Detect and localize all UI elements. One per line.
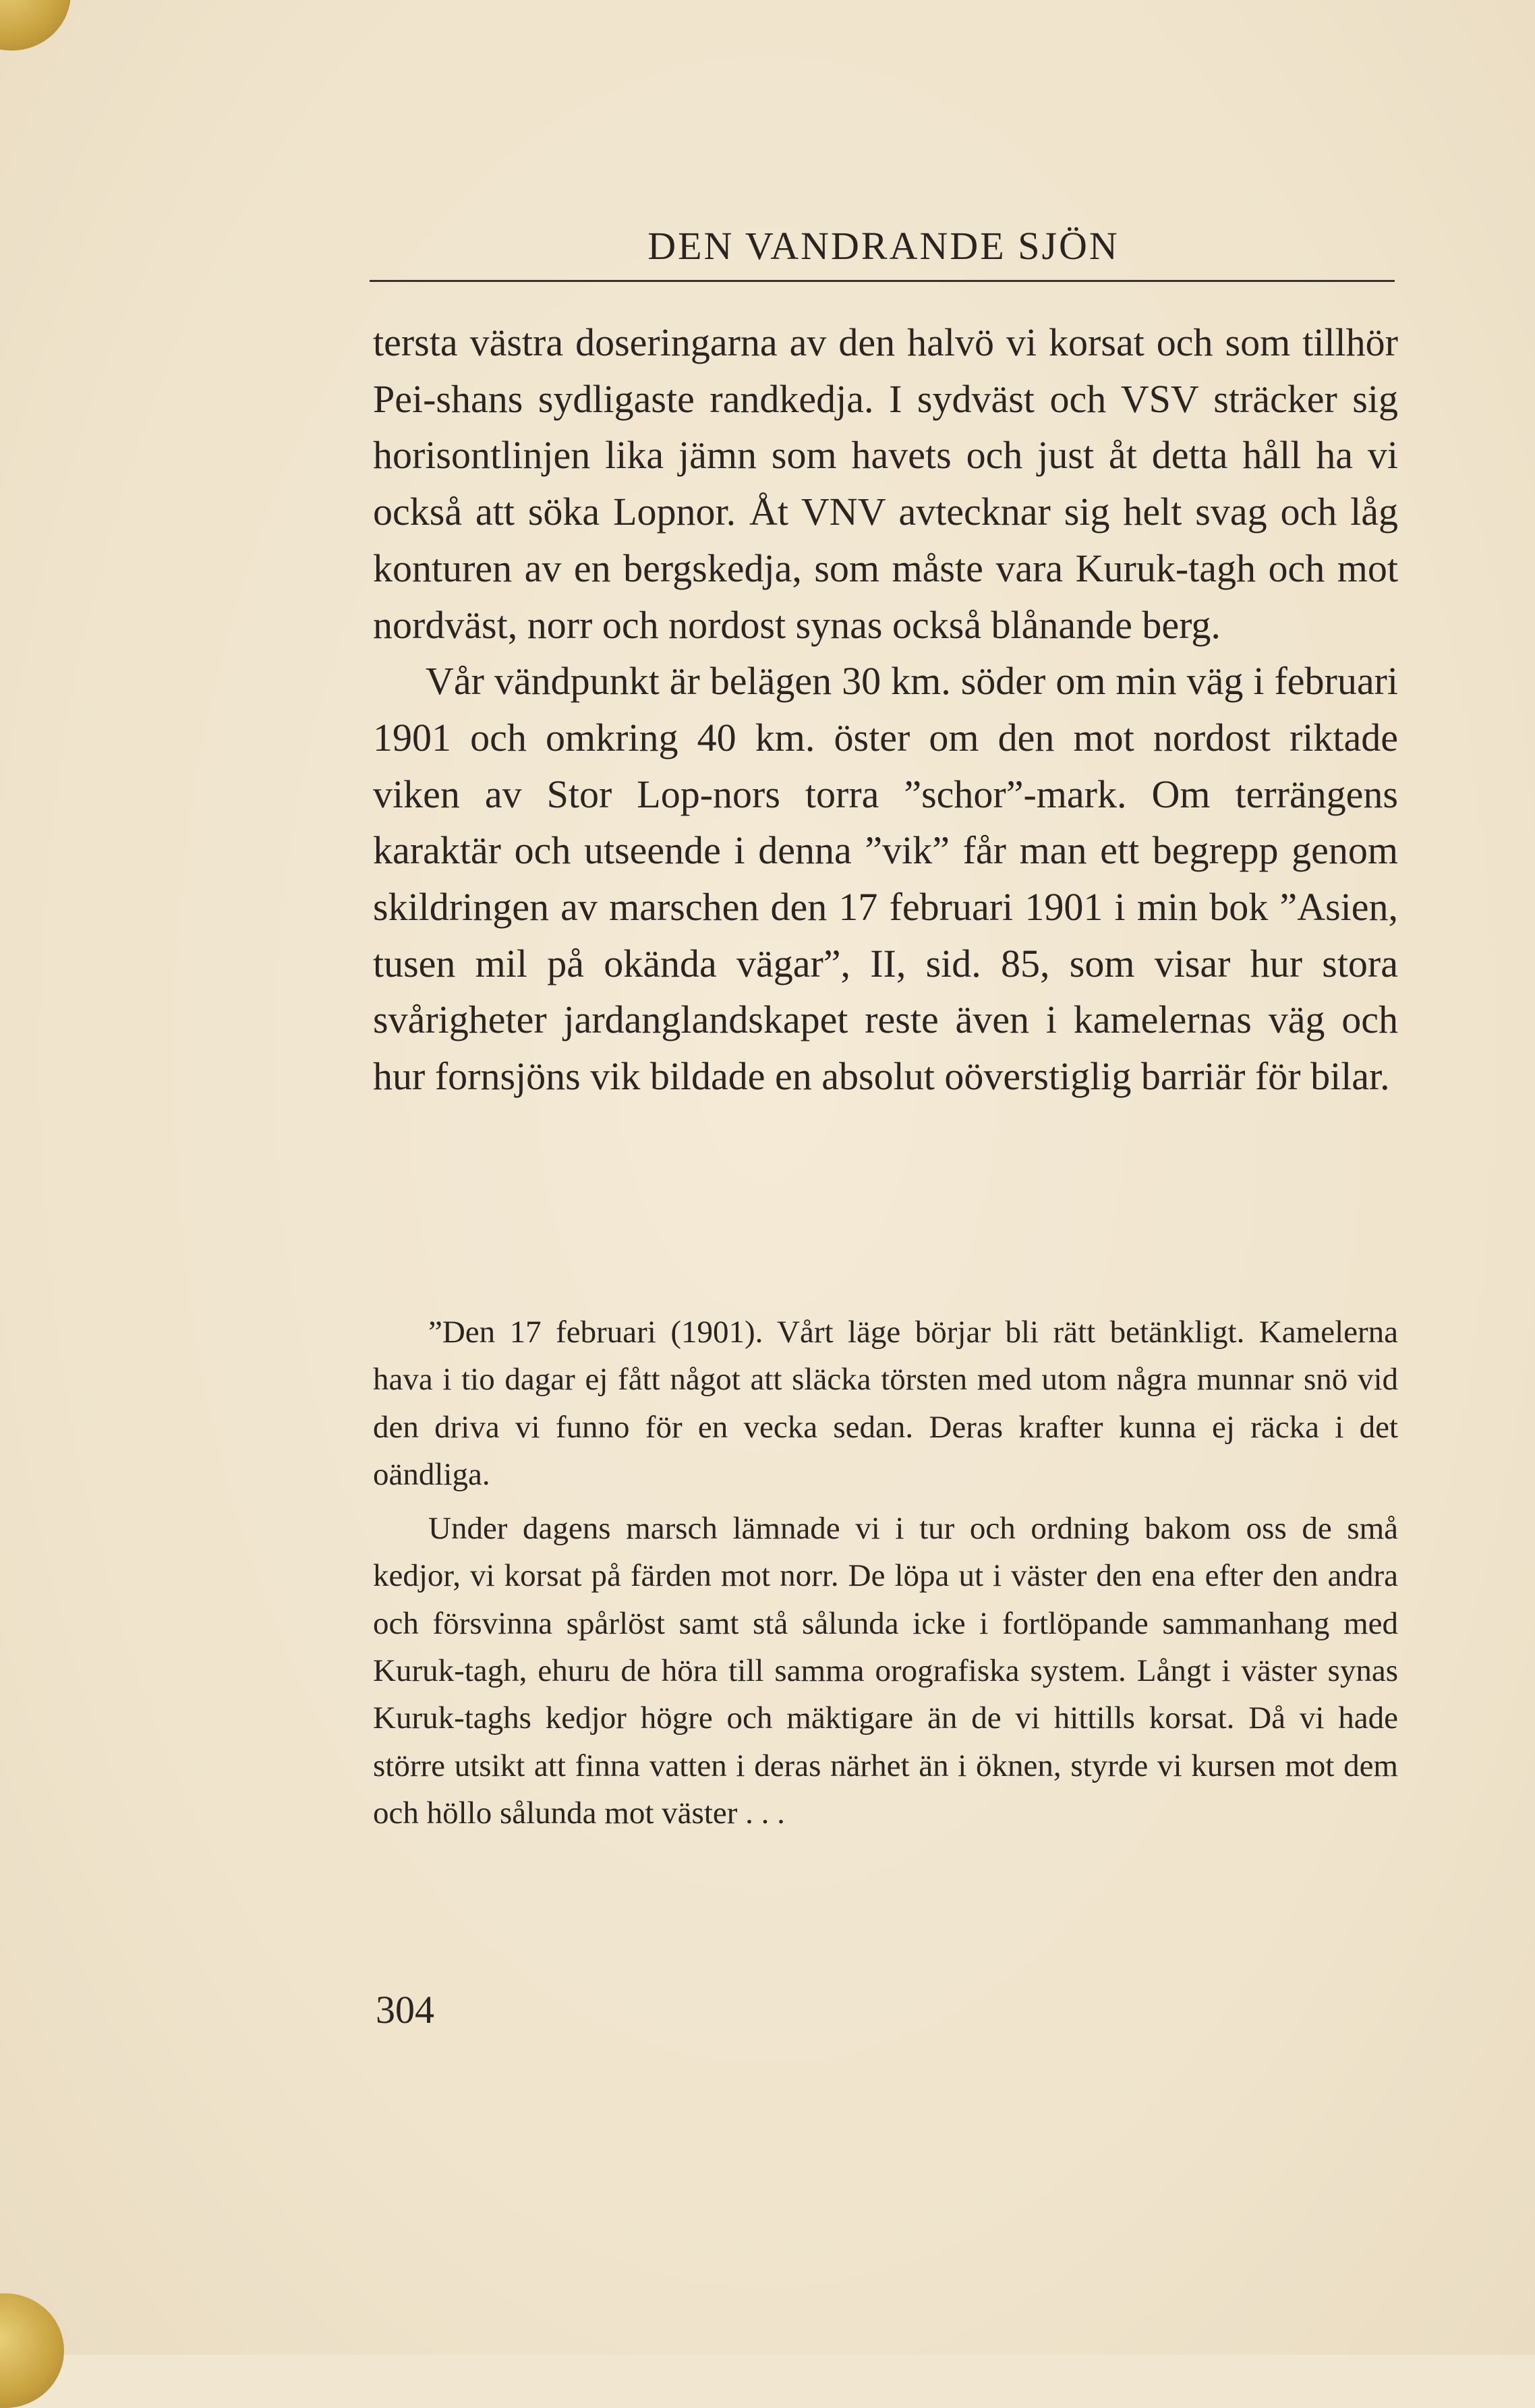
quote-paragraph: ”Den 17 februari (1901). Vårt läge börjar bli rätt betänkligt. Kamelerna hava i tio dagar ej fått något att släcka törsten med utom några munnar snö vid den driva vi funno för en vecka sedan. Deras krafter kunna ej räcka i det oändliga.	[373, 1315, 1398, 1492]
header-rule	[370, 280, 1395, 282]
main-text	[373, 314, 1398, 1105]
body-paragraph: tersta västra doseringarna av den halvö vi korsat och som tillhör Pei-shans sydligaste randkedja. I sydväst och VSV sträcker sig horisontlinjen lika jämn som havets och just åt detta håll ha vi också att söka Lopnor. Åt VNV avtecknar sig helt svag och låg konturen av en bergskedja, som måste vara Kuruk-tagh och mot nordväst, norr och nordost synas också blånande berg.	[373, 320, 1398, 647]
body-paragraph: Vår vändpunkt är belägen 30 km. söder om min väg i februari 1901 och omkring 40 km. öster om den mot nordost riktade viken av Stor Lop-nors torra ”schor”-mark. Om terrängens karaktär och utseende i denna ”vik” får man ett begrepp genom skildringen av marschen den 17 februari 1901 i min bok ”Asien, tusen mil på okända vägar”, II, sid. 85, som visar hur stora svårigheter jardanglandskapet reste även i kamelernas väg och hur fornsjöns vik bildade en absolut oöverstiglig barriär för bilar.	[373, 659, 1398, 1099]
block-quote	[373, 1309, 1398, 1837]
page-number: 304	[376, 1988, 434, 2032]
page-tab-marker	[0, 0, 71, 51]
quote-paragraph: Under dagens marsch lämnade vi i tur och ordning bakom oss de små kedjor, vi korsat på färden mot norr. De löpa ut i väster den ena efter den andra och försvinna spårlöst samt stå sålunda icke i fortlöpande sammanhang med Kuruk-tagh, ehuru de höra till samma orografiska system. Långt i väster synas Kuruk-taghs kedjor högre och mäktigare än de vi hittills korsat. Då vi hade större utsikt att finna vatten i deras närhet än i öknen, styrde vi kursen mot dem och höllo sålunda mot väster . . .	[373, 1511, 1398, 1831]
running-head: DEN VANDRANDE SJÖN	[647, 224, 1120, 268]
page-tab-marker	[0, 2293, 64, 2408]
